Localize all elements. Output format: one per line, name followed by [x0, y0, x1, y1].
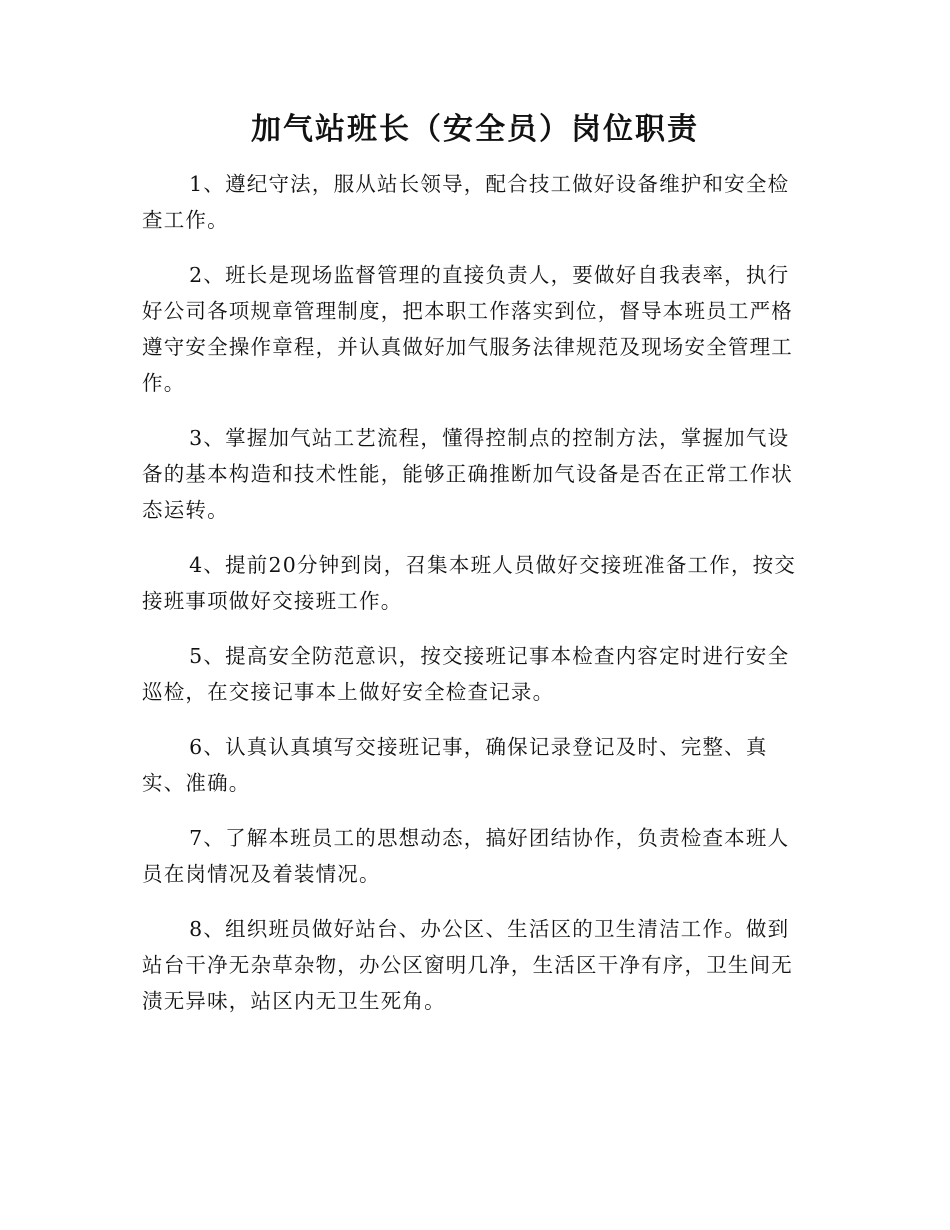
duty-paragraph-8: 8、组织班员做好站台、办公区、生活区的卫生清洁工作。做到站台干净无杂草杂物，办公区窗明几净，生活区干净有序，卫生间无渍无异味，站区内无卫生死角。 — [142, 917, 793, 1013]
document-body — [142, 166, 808, 1038]
duty-paragraph-3: 3、掌握加气站工艺流程，懂得控制点的控制方法，掌握加气设备的基本构造和技术性能，能够正确推断加气设备是否在正常工作状态运转。 — [142, 426, 793, 522]
document-title: 加气站班长（安全员）岗位职责 — [251, 112, 699, 147]
duty-paragraph-1: 1、遵纪守法，服从站长领导，配合技工做好设备维护和安全检查工作。 — [142, 172, 790, 232]
duty-paragraph-4: 4、提前20分钟到岗，召集本班人员做好交接班准备工作，按交接班事项做好交接班工作。 — [142, 553, 797, 613]
duty-paragraph-2: 2、班长是现场监督管理的直接负责人，要做好自我表率，执行好公司各项规章管理制度，把本职工作落实到位，督导本班员工严格遵守安全操作章程，并认真做好加气服务法律规范及现场安全管理工作。 — [142, 263, 793, 395]
duty-paragraph-7: 7、了解本班员工的思想动态，搞好团结协作，负责检查本班人员在岗情况及着装情况。 — [142, 826, 790, 886]
duty-paragraph-5: 5、提高安全防范意识，按交接班记事本检查内容定时进行安全巡检，在交接记事本上做好安全检查记录。 — [142, 644, 790, 704]
duty-paragraph-6: 6、认真认真填写交接班记事，确保记录登记及时、完整、真实、准确。 — [142, 735, 768, 795]
